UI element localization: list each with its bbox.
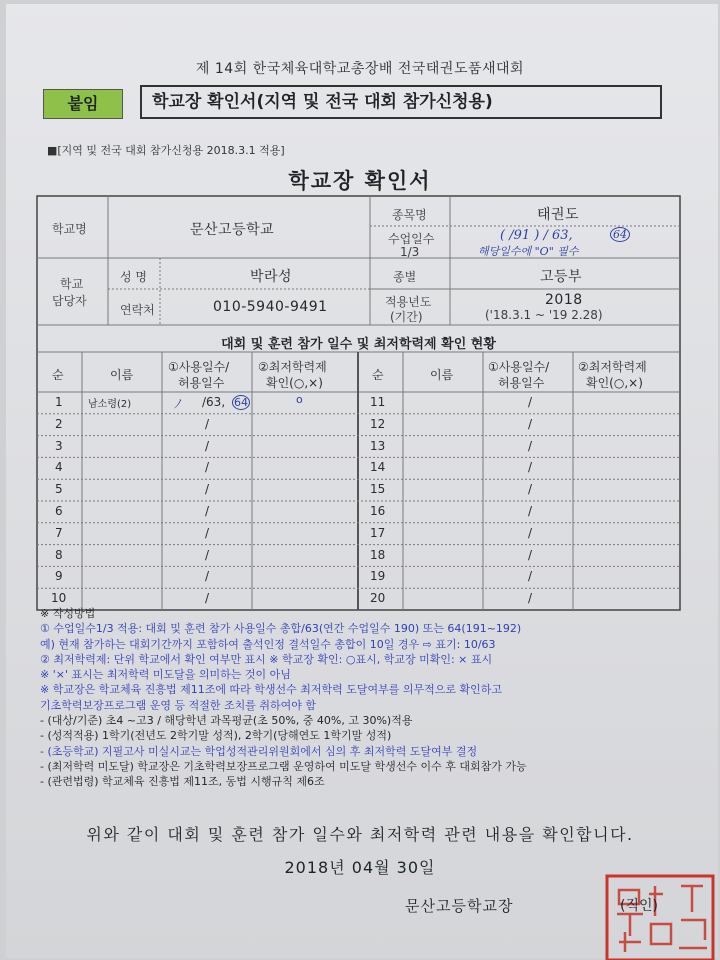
teacher-label-1: 학교 — [60, 277, 84, 291]
days-label: 수업일수 — [388, 232, 435, 246]
row-days: / — [528, 569, 533, 584]
sport-label: 종목명 — [392, 208, 427, 222]
row-name: 남소령(2) — [88, 399, 132, 410]
col-days-left-1: ①사용일수/ — [168, 360, 230, 374]
row-days: / — [528, 482, 533, 497]
col-days-left-2: 허용일수 — [178, 376, 225, 390]
row-number: 2 — [55, 416, 63, 431]
row-number: 20 — [370, 591, 386, 606]
name-label: 성 명 — [120, 270, 147, 284]
form-header: 학교장 확인서(지역 및 전국 대회 참가신청용) — [140, 85, 662, 119]
row-days: / — [528, 438, 533, 453]
row-number: 12 — [370, 416, 386, 431]
seal-label: (직인) — [620, 898, 658, 914]
row-days: /63, — [202, 395, 226, 409]
row-number: 11 — [370, 395, 386, 409]
row-days: / — [528, 547, 533, 562]
instructions — [40, 606, 680, 790]
row-number: 5 — [55, 482, 63, 497]
instruction-line: - (성적적용) 1학기(전년도 2학기말 성적), 2학기(당해연도 1학기말 성적) — [40, 729, 392, 743]
row-days: / — [205, 416, 210, 431]
attachment-tag: 붙임 — [43, 89, 123, 119]
row-days: / — [528, 504, 533, 518]
school-name-label: 학교명 — [52, 222, 87, 236]
document-title: 학교장 확인서 — [288, 169, 432, 193]
division-value: 고등부 — [540, 269, 583, 285]
instruction-line: ② 최저학력제: 단위 학교에서 확인 여부만 표시 ※ 학교장 확인: ○표시, 학교장 미확인: × 표시 — [40, 652, 493, 666]
row-number: 13 — [370, 438, 386, 453]
days-handwritten: ( /91 ) / 63, — [500, 228, 573, 243]
instruction-line: - (관련법령) 학교체육 진흥법 제11조, 동법 시행규칙 제6조 — [40, 775, 325, 789]
row-days: / — [205, 504, 210, 518]
year-value: 2018 — [545, 292, 583, 308]
instruction-line: 예) 현재 참가하는 대회기간까지 포함하여 출석인정 결석일수 총합이 10일 경우 ⇨ 표기: 10/63 — [40, 637, 496, 651]
instruction-line: 기초학력보장프로그램 운영 등 적절한 조치를 취하여야 함 — [40, 698, 317, 712]
year-sub-label: (기간) — [390, 310, 423, 324]
row-number: 10 — [51, 591, 67, 606]
event-title: 제 14회 한국체육대학교총장배 전국태권도품새대회 — [195, 61, 525, 77]
table-section-title: 대회 및 훈련 참가 일수 및 최저학력제 확인 현황 — [221, 337, 496, 352]
row-days: / — [528, 395, 533, 409]
instruction-line: - (초등학교) 지필고사 미실시교는 학업성적관리위원회에서 심의 후 최저학력 도달여부 결정 — [40, 744, 478, 758]
instruction-line: - (대상/기준) 초4 ~고3 / 해당학년 과목평균(초 50%, 중 40%, 고 30%)적용 — [40, 714, 413, 728]
row-number: 17 — [370, 525, 386, 540]
year-period: ('18.3.1 ~ '19 2.28) — [485, 308, 603, 322]
row-number: 6 — [55, 504, 63, 518]
row-number: 1 — [55, 395, 63, 409]
row-days: / — [528, 416, 533, 431]
instruction-line: ① 수업일수1/3 적용: 대회 및 훈련 참가 사용일수 총합/63(연간 수업일수 190) 또는 64(191~192) — [40, 622, 522, 636]
contact-value: 010-5940-9491 — [213, 299, 328, 315]
col-min-right-2: 확인(○,×) — [586, 376, 643, 390]
row-number: 18 — [370, 547, 386, 562]
col-min-right-1: ②최저학력제 — [578, 360, 647, 374]
instruction-line: - (최저학력 미도달) 학교장은 기초학력보장프로그램 운영하여 미도달 학생선수 이수 후 대회참가 가능 — [40, 759, 527, 773]
confirmation-statement: 위와 같이 대회 및 훈련 참가 일수와 최저학력 관련 내용을 확인합니다. — [86, 825, 634, 844]
instruction-line: ※ 학교장은 학교체육 진흥법 제11조에 따라 학생선수 최저학력 도달여부를 의무적으로 확인하고 — [40, 683, 502, 697]
principal-signature: 문산고등학교장 — [405, 897, 514, 915]
col-name-right: 이름 — [430, 368, 454, 382]
col-min-left-2: 확인(○,×) — [266, 376, 323, 390]
row-number: 14 — [370, 460, 386, 475]
col-days-right-1: ①사용일수/ — [488, 360, 550, 374]
row-days: / — [528, 591, 533, 606]
col-no-left: 순 — [52, 368, 64, 382]
days-circled-mark: 64 — [610, 227, 630, 242]
row-number: 16 — [370, 504, 386, 518]
row-days: / — [528, 525, 533, 540]
row-days: / — [205, 569, 210, 584]
col-min-left-1: ②최저학력제 — [258, 360, 327, 374]
col-days-right-2: 허용일수 — [498, 376, 545, 390]
issue-date: 2018년 04월 30일 — [284, 858, 436, 877]
row-days: / — [205, 547, 210, 562]
row-number: 8 — [55, 547, 63, 562]
days-note: 해당일수에 "O" 필수 — [478, 245, 579, 258]
instruction-line: ※ '×' 표시는 최저학력 미도달을 의미하는 것이 아님 — [40, 668, 291, 682]
row-number: 3 — [55, 438, 63, 453]
row-days-handwritten: ﾉ — [174, 397, 181, 411]
applicable-note: ■[지역 및 전국 대회 참가신청용 2018.3.1 적용] — [47, 144, 285, 157]
row-number: 9 — [55, 569, 63, 584]
row-days-circled: 64 — [234, 396, 248, 409]
row-number: 15 — [370, 482, 386, 497]
col-no-right: 순 — [372, 368, 384, 382]
instructions-heading: ※ 작성방법 — [40, 607, 96, 620]
contact-label: 연락처 — [120, 303, 155, 317]
row-number: 7 — [55, 525, 63, 540]
official-seal — [605, 872, 715, 960]
row-days: / — [205, 591, 210, 606]
year-label: 적용년도 — [385, 295, 432, 309]
row-number: 4 — [55, 460, 63, 475]
row-days: / — [205, 525, 210, 540]
days-fraction: 1/3 — [400, 245, 420, 259]
teacher-label-2: 담당자 — [52, 294, 87, 308]
row-days: / — [205, 482, 210, 497]
row-days: / — [528, 460, 533, 475]
division-label: 종별 — [393, 270, 417, 284]
row-days: / — [205, 460, 210, 475]
school-name: 문산고등학교 — [190, 222, 275, 238]
col-name-left: 이름 — [110, 368, 134, 382]
teacher-name: 박라성 — [250, 269, 293, 285]
row-days: / — [205, 438, 210, 453]
row-min-check: o — [296, 393, 303, 406]
sport-value: 태권도 — [537, 207, 580, 223]
row-number: 19 — [370, 569, 386, 584]
